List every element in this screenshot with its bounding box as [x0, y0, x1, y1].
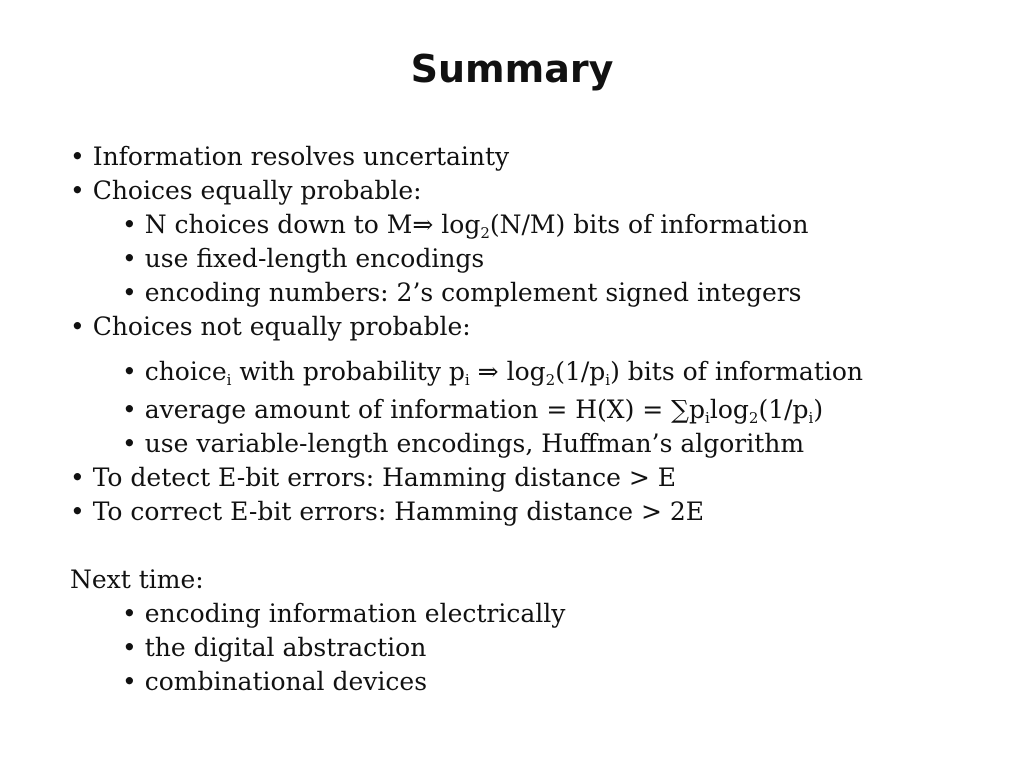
bullet-average-information	[122, 393, 823, 427]
bullet-fixed-length: • use fixed-length encodings	[122, 244, 485, 273]
subscript: 2	[545, 371, 556, 389]
subscript: 2	[748, 409, 759, 427]
bullet-choices-not-equal: • Choices not equally probable:	[70, 312, 471, 341]
bullet-encoding-numbers: • encoding numbers: 2’s complement signed integers	[122, 278, 802, 307]
text-part: with probability p	[231, 357, 465, 386]
bullet-choice-probability	[122, 355, 863, 389]
subscript: i	[705, 409, 710, 427]
text-part: (1/p	[555, 357, 606, 386]
next-time-heading: Next time:	[70, 565, 204, 594]
next-time-item: • the digital abstraction	[122, 633, 427, 662]
text-part: ⇒ log	[469, 357, 546, 386]
subscript: i	[464, 371, 470, 389]
subscript: i	[226, 371, 232, 389]
subscript: i	[808, 409, 814, 427]
text-part: )	[813, 395, 824, 424]
subscript: i	[605, 371, 611, 389]
text-part: • choice	[122, 357, 227, 386]
bullet-n-choices	[122, 208, 808, 242]
text-part: • average amount of information = H(X) = ∑p	[122, 395, 706, 424]
bullet-choices-equal: • Choices equally probable:	[70, 176, 422, 205]
bullet-n-choices-post: (N/M) bits of information	[489, 210, 809, 239]
bullet-information-resolves: • Information resolves uncertainty	[70, 142, 510, 171]
bullet-n-choices-pre: • N choices down to M⇒ log	[122, 210, 481, 239]
slide-title: Summary	[410, 47, 614, 91]
text-part: log	[709, 395, 749, 424]
bullet-variable-length: • use variable-length encodings, Huffman’s algorithm	[122, 429, 805, 458]
bullet-detect-errors: • To detect E-bit errors: Hamming distance > E	[70, 463, 677, 492]
text-part: ) bits of information	[610, 357, 864, 386]
bullet-correct-errors: • To correct E-bit errors: Hamming distance > 2E	[70, 497, 705, 526]
log-base: 2	[480, 224, 490, 242]
next-time-item: • encoding information electrically	[122, 599, 566, 628]
text-part: (1/p	[758, 395, 809, 424]
next-time-item: • combinational devices	[122, 667, 428, 696]
